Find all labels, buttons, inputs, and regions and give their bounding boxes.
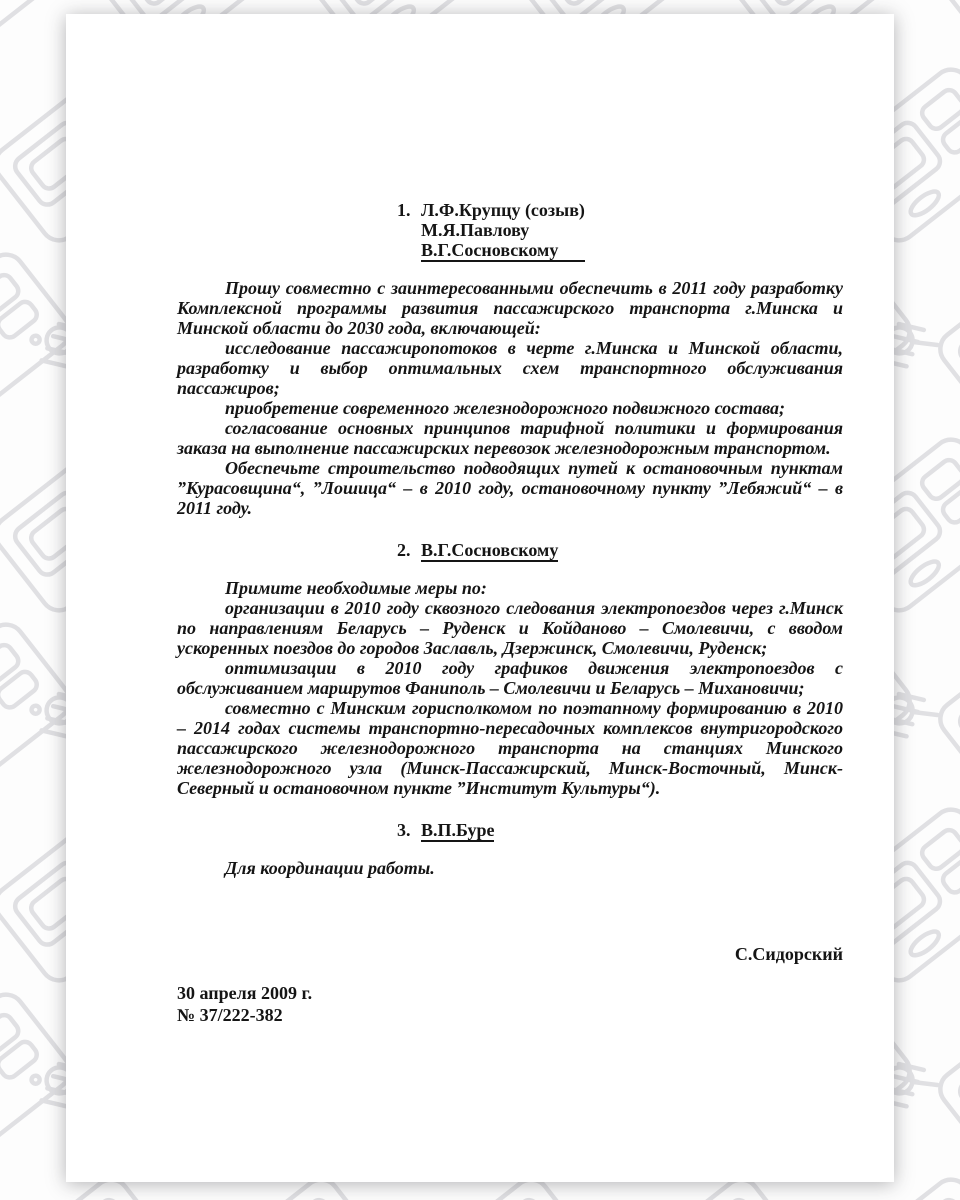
paragraph: Для координации работы. (225, 858, 435, 878)
paragraph: приобретение современного железнодорожного подвижного состава; (225, 398, 786, 418)
paragraph: Примите необходимые меры по: (225, 578, 487, 598)
addressee-name: Л.Ф.Крупцу (созыв) (421, 200, 585, 220)
addressee-block-3 (397, 820, 843, 842)
paragraph: исследование пассажиропотоков в черте г.Минска и Минской области, разработку и выбор оптимальных схем транспортного обслуживания пассажиров; (177, 338, 843, 398)
paragraph: совместно с Минским горисполкомом по поэтапному формированию в 2010 – 2014 годах системы транспортно-пересадочных комплексов внутригородского пассажирского железнодорожного транспорта на станциях Минского железнодорожного узла (Минск-Пассажирский, Минск-Восточный, Минск-Северный и остановочном пункте ”Институт Культуры“). (177, 698, 843, 798)
addressee-name-underlined: В.П.Буре (421, 820, 495, 840)
section-number: 2. (397, 540, 411, 560)
addressee-block-2 (397, 540, 843, 562)
date-block (177, 982, 843, 1026)
section-number: 1. (397, 200, 411, 220)
paragraph: согласование основных принципов тарифной политики и формирования заказа на выполнение пассажирских перевозок железнодорожным транспортом. (177, 418, 843, 458)
addressee-block-1 (397, 200, 843, 262)
section-number: 3. (397, 820, 411, 840)
addressee-name-underlined: В.Г.Сосновскому (421, 240, 585, 262)
document-date: 30 апреля 2009 г. (177, 983, 313, 1003)
paragraph: оптимизации в 2010 году графиков движения электропоездов с обслуживанием маршрутов Фаниполь – Смолевичи и Беларусь – Михановичи; (177, 658, 843, 698)
addressee-name-underlined: В.Г.Сосновскому (421, 540, 559, 560)
addressee-name: М.Я.Павлову (421, 220, 530, 240)
document-ref-number: № 37/222-382 (177, 1005, 283, 1025)
signature: С.Сидорский (734, 944, 843, 964)
paragraph: организации в 2010 году сквозного следования электропоездов через г.Минск по направлениям Беларусь – Руденск и Койданово – Смолевичи, с вводом ускоренных поездов до городов Заславль, Дзержинск, Смолевичи, Руденск; (177, 598, 843, 658)
document-page (66, 14, 894, 1182)
paragraph: Прошу совместно с заинтересованными обеспечить в 2011 году разработку Комплексной программы развития пассажирского транспорта г.Минска и Минской области до 2030 года, включающей: (177, 278, 843, 338)
paragraph: Обеспечьте строительство подводящих путей к остановочным пунктам ”Курасовщина“, ”Лошица“ – в 2010 году, остановочному пункту ”Лебяжий“ – в 2011 году. (177, 458, 843, 518)
